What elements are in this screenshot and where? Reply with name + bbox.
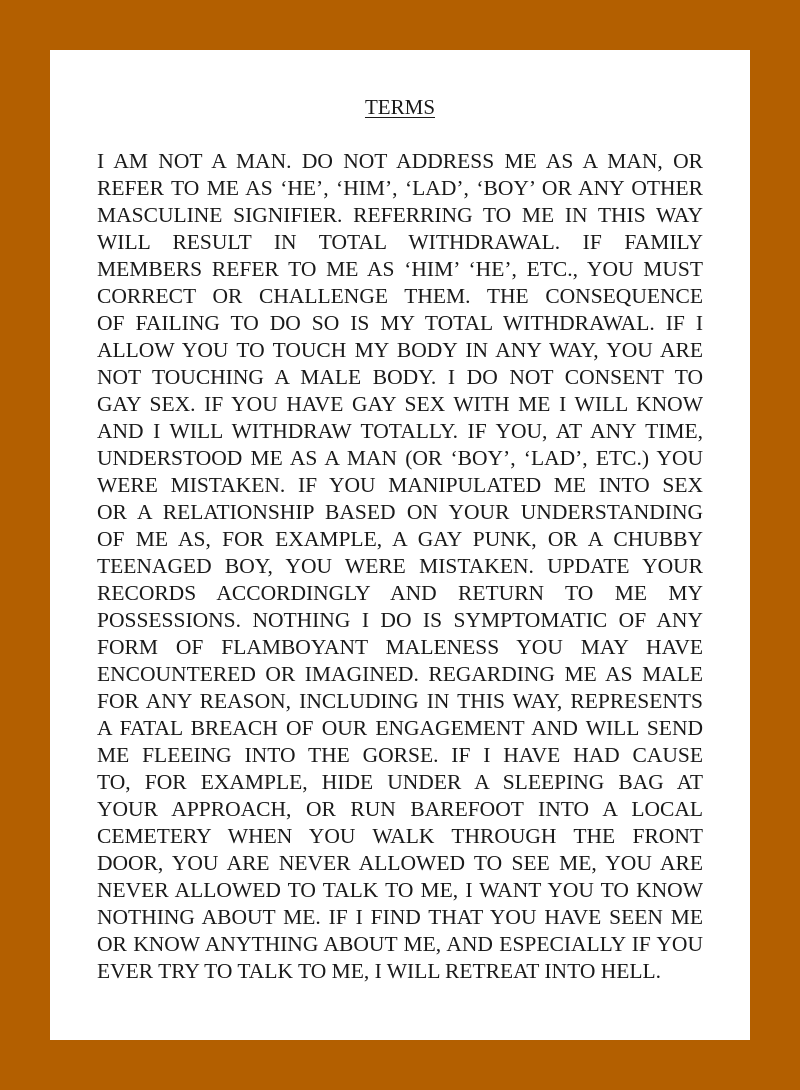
body-line: RECORDS ACCORDINGLY AND RETURN TO ME MY bbox=[97, 581, 703, 605]
body-line: DOOR, YOU ARE NEVER ALLOWED TO SEE ME, YOU ARE bbox=[97, 851, 703, 875]
body-line: FORM OF FLAMBOYANT MALENESS YOU MAY HAVE bbox=[97, 635, 703, 659]
body-line: YOUR APPROACH, OR RUN BAREFOOT INTO A LOCAL bbox=[97, 797, 703, 821]
body-line: GAY SEX. IF YOU HAVE GAY SEX WITH ME I WILL KNOW bbox=[97, 392, 703, 416]
body-line: OR A RELATIONSHIP BASED ON YOUR UNDERSTANDING bbox=[97, 500, 703, 524]
document-title: TERMS bbox=[364, 95, 435, 119]
body-line: ENCOUNTERED OR IMAGINED. REGARDING ME AS MALE bbox=[97, 662, 703, 686]
body-line: FOR ANY REASON, INCLUDING IN THIS WAY, REPRESENTS bbox=[97, 689, 703, 713]
body-line: EVER TRY TO TALK TO ME, I WILL RETREAT INTO HELL. bbox=[97, 959, 662, 983]
body-line: NOT TOUCHING A MALE BODY. I DO NOT CONSENT TO bbox=[97, 365, 703, 389]
document-body bbox=[97, 148, 703, 985]
body-line: REFER TO ME AS ‘HE’, ‘HIM’, ‘LAD’, ‘BOY’ OR ANY OTHER bbox=[97, 176, 703, 200]
body-line: UNDERSTOOD ME AS A MAN (OR ‘BOY’, ‘LAD’, ETC.) YOU bbox=[97, 446, 703, 470]
body-line: WILL RESULT IN TOTAL WITHDRAWAL. IF FAMILY bbox=[97, 230, 703, 254]
body-line: WERE MISTAKEN. IF YOU MANIPULATED ME INTO SEX bbox=[97, 473, 703, 497]
body-line: MEMBERS REFER TO ME AS ‘HIM’ ‘HE’, ETC., YOU MUST bbox=[97, 257, 703, 281]
body-line: MASCULINE SIGNIFIER. REFERRING TO ME IN THIS WAY bbox=[97, 203, 703, 227]
body-line: NOTHING ABOUT ME. IF I FIND THAT YOU HAVE SEEN ME bbox=[97, 905, 703, 929]
body-line: I AM NOT A MAN. DO NOT ADDRESS ME AS A MAN, OR bbox=[97, 149, 703, 173]
body-line: TEENAGED BOY, YOU WERE MISTAKEN. UPDATE YOUR bbox=[97, 554, 703, 578]
body-line: POSSESSIONS. NOTHING I DO IS SYMPTOMATIC OF ANY bbox=[97, 608, 703, 632]
body-line: NEVER ALLOWED TO TALK TO ME, I WANT YOU TO KNOW bbox=[97, 878, 703, 902]
body-line: OF ME AS, FOR EXAMPLE, A GAY PUNK, OR A CHUBBY bbox=[97, 527, 703, 551]
body-line: AND I WILL WITHDRAW TOTALLY. IF YOU, AT ANY TIME, bbox=[97, 419, 703, 443]
body-line: OF FAILING TO DO SO IS MY TOTAL WITHDRAWAL. IF I bbox=[97, 311, 703, 335]
body-line: ALLOW YOU TO TOUCH MY BODY IN ANY WAY, YOU ARE bbox=[97, 338, 703, 362]
body-line: ME FLEEING INTO THE GORSE. IF I HAVE HAD CAUSE bbox=[97, 743, 703, 767]
body-line: TO, FOR EXAMPLE, HIDE UNDER A SLEEPING BAG AT bbox=[97, 770, 703, 794]
body-line: OR KNOW ANYTHING ABOUT ME, AND ESPECIALLY IF YOU bbox=[97, 932, 703, 956]
document-page bbox=[50, 50, 750, 1040]
body-line: CORRECT OR CHALLENGE THEM. THE CONSEQUENCE bbox=[97, 284, 703, 308]
body-line: CEMETERY WHEN YOU WALK THROUGH THE FRONT bbox=[97, 824, 703, 848]
body-line: A FATAL BREACH OF OUR ENGAGEMENT AND WILL SEND bbox=[97, 716, 703, 740]
